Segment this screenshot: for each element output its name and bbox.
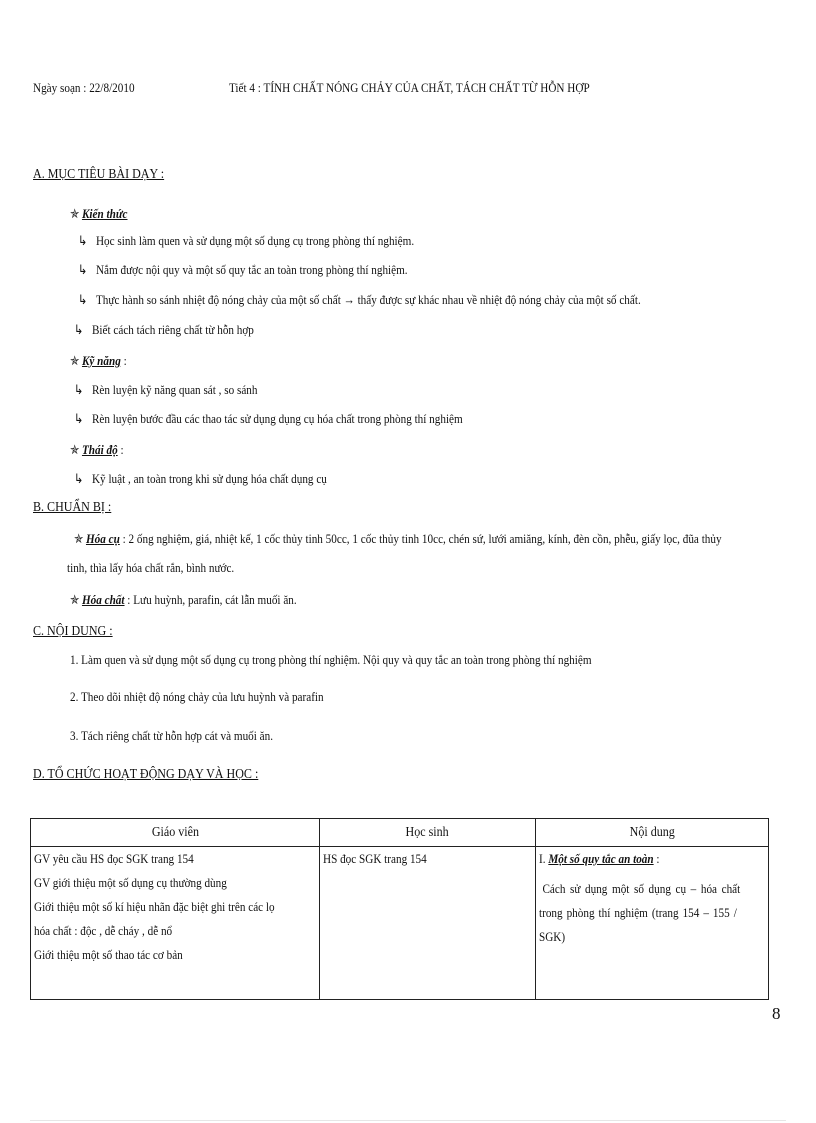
content-item: 3. Tách riêng chất từ hỗn hợp cát và muối ăn.: [70, 728, 274, 743]
chemicals-line: ✯ Hóa chất : Lưu huỳnh, parafin, cát lẫn muối ăn.: [70, 592, 297, 607]
content-title: I. Một số quy tắc an toàn :: [539, 851, 660, 866]
section-d-heading: D. TỔ CHỨC HOẠT ĐỘNG DẠY VÀ HỌC :: [33, 767, 259, 782]
star-icon: ✯: [70, 442, 80, 457]
attitude-heading: ✯ Thái độ :: [70, 442, 124, 457]
teacher-line: GV giới thiệu một số dụng cụ thường dùng: [34, 875, 227, 890]
col-header-content: Nội dung: [536, 819, 769, 847]
star-icon: ✯: [70, 206, 80, 221]
content-item: 1. Làm quen và sử dụng một số dụng cụ trong phòng thí nghiệm. Nội quy và quy tắc an toàn trong phòng thí nghiệm: [70, 652, 592, 667]
knowledge-item: ↳ Thực hành so sánh nhiệt độ nóng chảy của một số chất → thấy được sự khác nhau về nhiệt độ nóng chảy của một số chất.: [78, 292, 641, 307]
page-number: 8: [772, 1004, 781, 1023]
page-bottom-divider: [30, 1120, 786, 1121]
student-line: HS đọc SGK trang 154: [323, 851, 427, 866]
star-icon: ✯: [70, 353, 80, 368]
date-label: Ngày soạn : 22/8/2010: [33, 80, 135, 95]
content-item: 2. Theo dõi nhiệt độ nóng chảy của lưu huỳnh và parafin: [70, 689, 324, 704]
teacher-line: hóa chất : độc , dễ cháy , dễ nổ: [34, 923, 173, 938]
lesson-title: Tiết 4 : TÍNH CHẤT NÓNG CHẢY CỦA CHẤT, TÁCH CHẤT TỪ HỖN HỢP: [229, 80, 590, 95]
teacher-line: Giới thiệu một số thao tác cơ bản: [34, 947, 183, 962]
section-c-heading: C. NỘI DUNG :: [33, 624, 113, 639]
skills-item: ↳ Rèn luyện bước đầu các thao tác sử dụng dụng cụ hóa chất trong phòng thí nghiệm: [74, 411, 463, 426]
arrow-bullet-icon: ↳: [78, 233, 88, 248]
teacher-line: GV yêu cầu HS đọc SGK trang 154: [34, 851, 194, 866]
knowledge-item: ↳ Nắm được nội quy và một số quy tắc an toàn trong phòng thí nghiệm.: [78, 262, 408, 277]
star-icon: ✯: [74, 531, 84, 546]
knowledge-item: ↳ Biết cách tách riêng chất từ hỗn hợp: [74, 322, 254, 337]
col-header-student: Học sinh: [320, 819, 536, 847]
table-header-row: [31, 819, 769, 847]
content-line: SGK): [539, 929, 566, 944]
content-cell: [536, 847, 769, 1000]
student-cell: [320, 847, 536, 1000]
knowledge-heading: ✯ Kiến thức: [70, 206, 128, 221]
activities-table: [30, 818, 769, 1000]
knowledge-item: ↳ Học sinh làm quen và sử dụng một số dụng cụ trong phòng thí nghiệm.: [78, 233, 415, 248]
content-line: trong phòng thí nghiệm (trang 154 – 155 /: [539, 905, 737, 920]
section-a-heading: A. MỤC TIÊU BÀI DẠY :: [33, 167, 165, 182]
tools-line: ✯ Hóa cụ : 2 ống nghiệm, giá, nhiệt kế, 1 cốc thủy tinh 50cc, 1 cốc thủy tinh 10cc, chén sứ, lưới amiăng, kính, đèn cồn, phễu, giấy lọc, đũa thủy: [74, 531, 722, 546]
table-row: [31, 847, 769, 1000]
star-icon: ✯: [70, 592, 80, 607]
tools-line-cont: tinh, thìa lấy hóa chất rắn, bình nước.: [67, 560, 235, 575]
arrow-bullet-icon: ↳: [78, 262, 88, 277]
content-line: Cách sử dụng một số dụng cụ – hóa chất: [542, 881, 741, 896]
teacher-line: Giới thiệu một số kí hiệu nhãn đặc biệt ghi trên các lọ: [34, 899, 275, 914]
arrow-bullet-icon: ↳: [78, 292, 88, 307]
arrow-bullet-icon: ↳: [74, 411, 84, 426]
skills-item: ↳ Rèn luyện kỹ năng quan sát , so sánh: [74, 382, 258, 397]
attitude-item: ↳ Kỹ luật , an toàn trong khi sử dụng hóa chất dụng cụ: [74, 471, 327, 486]
col-header-teacher: Giáo viên: [31, 819, 320, 847]
arrow-bullet-icon: ↳: [74, 382, 84, 397]
section-b-heading: B. CHUẨN BỊ :: [33, 500, 112, 515]
arrow-bullet-icon: ↳: [74, 322, 84, 337]
arrow-bullet-icon: ↳: [74, 471, 84, 486]
teacher-cell: [31, 847, 320, 1000]
skills-heading: ✯ Kỹ năng :: [70, 353, 127, 368]
